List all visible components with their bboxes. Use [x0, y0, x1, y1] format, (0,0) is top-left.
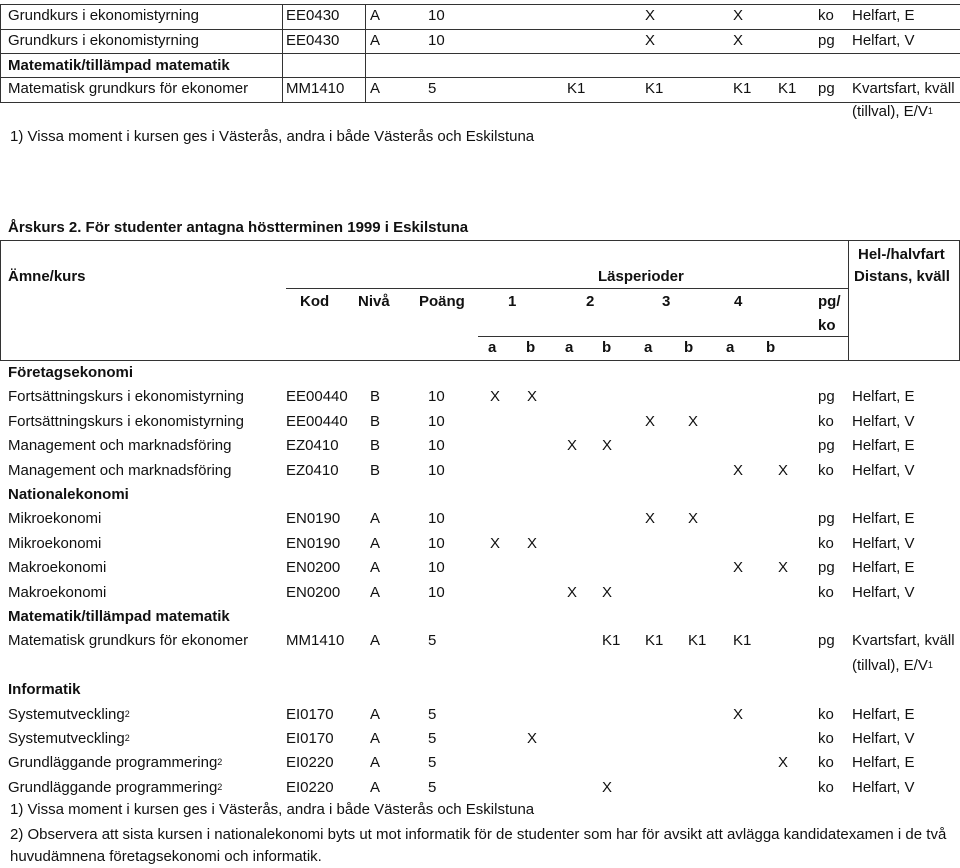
course-points: 10 [428, 559, 445, 577]
footnote: 2) Observera att sista kursen i nationalekonomi byts ut mot informatik för de studenter som har för avsikt att avlägga kandidatexamen i de två [10, 826, 947, 843]
course-code: EZ0410 [286, 461, 339, 479]
course-points: 5 [428, 778, 437, 796]
course-pgko: ko [818, 461, 834, 479]
period-mark: X [778, 559, 789, 577]
course-level: A [370, 778, 381, 796]
course-name-text: Grundläggande programmering [8, 754, 218, 772]
course-name-text: Grundkurs i ekonomistyrning [8, 7, 199, 24]
period-mark: X [733, 7, 744, 24]
course-name-text: Mikroekonomi [8, 534, 102, 552]
course-name-text: Matematisk grundkurs för ekonomer [8, 632, 249, 650]
course-points: 10 [428, 412, 445, 430]
period-mark: X [490, 534, 501, 552]
period-mark: X [733, 32, 744, 49]
course-pgko: pg [818, 559, 835, 577]
table-divider [0, 4, 1, 102]
header-helfart: Hel-/halvfart [858, 246, 945, 263]
course-pgko: ko [818, 412, 834, 430]
footnote-marker: 2 [124, 708, 130, 719]
course-form-cont-text: (tillval), E/V [852, 656, 928, 674]
course-name [8, 413, 244, 431]
period-mark: X [645, 32, 656, 49]
course-form: Kvartsfart, kväll [852, 632, 955, 650]
table-rule [0, 4, 960, 5]
period-mark: X [645, 510, 656, 528]
course-pgko: pg [818, 80, 835, 97]
table-rule [0, 77, 960, 78]
table-rule [0, 29, 960, 30]
course-name-text: Fortsättningskurs i ekonomistyrning [8, 412, 244, 430]
course-pgko: pg [818, 632, 835, 650]
period-mark: X [602, 778, 613, 796]
course-code: EN0200 [286, 583, 341, 601]
course-points: 5 [428, 705, 437, 723]
period-mark: K1 [778, 80, 797, 97]
header-pgko-2: ko [818, 317, 836, 334]
course-points: 10 [428, 32, 445, 49]
period-mark: K1 [733, 80, 752, 97]
course-name [8, 388, 244, 406]
header-period: 2 [586, 293, 595, 310]
course-level: A [370, 559, 381, 577]
course-name-text: Systemutveckling [8, 705, 125, 723]
course-name-text: Systemutveckling [8, 730, 125, 747]
course-level: A [370, 7, 381, 24]
course-code: EE0430 [286, 7, 340, 24]
course-code: EN0190 [286, 510, 341, 528]
course-name-text: Management och marknadsföring [8, 437, 232, 455]
header-subperiod: a [644, 339, 653, 356]
header-subperiod: b [766, 339, 776, 356]
course-form: Helfart, V [852, 412, 915, 430]
footnote-marker: 2 [217, 781, 223, 792]
course-form: Helfart, V [852, 778, 915, 796]
course-level: B [370, 412, 381, 430]
course-name [8, 7, 199, 25]
course-points: 10 [428, 388, 445, 406]
course-form-cont-text: (tillval), E/V [852, 103, 928, 120]
period-mark: X [527, 730, 538, 747]
course-code: EN0200 [286, 559, 341, 577]
period-mark: X [602, 583, 613, 601]
course-code: EN0190 [286, 534, 341, 552]
table-rule [286, 288, 848, 289]
footnote-marker: 1 [927, 106, 933, 116]
table-divider [0, 240, 1, 360]
course-pgko: pg [818, 437, 835, 455]
period-mark: X [567, 583, 578, 601]
course-points: 5 [428, 754, 437, 772]
course-points: 5 [428, 80, 437, 97]
section-title: Matematik/tillämpad matematik [8, 608, 230, 625]
period-mark: X [688, 412, 699, 430]
course-name-text: Mikroekonomi [8, 510, 102, 528]
course-name [8, 80, 248, 98]
course-code: MM1410 [286, 80, 345, 97]
course-name-text: Fortsättningskurs i ekonomistyrning [8, 388, 244, 406]
footnote-marker: 2 [124, 733, 130, 743]
course-pgko: ko [818, 730, 834, 747]
course-name [8, 706, 130, 724]
header-niva: Nivå [358, 293, 390, 310]
period-mark: X [733, 705, 744, 723]
course-name [8, 730, 130, 748]
period-mark: K1 [567, 80, 586, 97]
course-pgko: ko [818, 705, 834, 723]
course-form-cont [852, 103, 933, 121]
period-mark: X [733, 559, 744, 577]
course-level: A [370, 32, 381, 49]
course-points: 10 [428, 461, 445, 479]
footnote: huvudämnena företagsekonomi och informatik. [10, 848, 322, 865]
course-name [8, 559, 106, 577]
course-form-cont [852, 657, 933, 675]
header-subperiod: b [602, 339, 612, 356]
course-name-text: Management och marknadsföring [8, 461, 232, 479]
period-mark: X [602, 437, 613, 455]
header-amne: Ämne/kurs [8, 268, 86, 285]
course-level: A [370, 583, 381, 601]
course-name [8, 779, 222, 797]
course-name [8, 510, 101, 528]
course-form: Helfart, E [852, 388, 915, 406]
course-form: Helfart, V [852, 730, 915, 747]
course-name [8, 754, 222, 772]
course-form: Helfart, E [852, 754, 915, 772]
section-title: Matematik/tillämpad matematik [8, 57, 230, 74]
period-mark: K1 [645, 80, 664, 97]
period-mark: K1 [733, 632, 752, 650]
period-mark: K1 [602, 632, 621, 650]
course-pgko: pg [818, 32, 835, 49]
course-form: Helfart, E [852, 437, 915, 455]
header-kod: Kod [300, 293, 330, 310]
course-name-text: Matematisk grundkurs för ekonomer [8, 80, 249, 97]
year-heading: Årskurs 2. För studenter antagna höstterminen 1999 i Eskilstuna [8, 219, 469, 236]
course-code: EI0220 [286, 778, 334, 796]
table-divider [282, 4, 283, 102]
course-code: EI0170 [286, 705, 334, 723]
course-level: A [370, 730, 381, 747]
course-points: 10 [428, 583, 445, 601]
course-level: B [370, 388, 381, 406]
period-mark: X [490, 388, 501, 406]
header-subperiod: a [726, 339, 735, 356]
course-name-text: Grundkurs i ekonomistyrning [8, 32, 199, 49]
course-code: EE00440 [286, 388, 348, 406]
course-form: Helfart, V [852, 583, 915, 601]
header-subperiod: b [526, 339, 536, 356]
course-name-text: Grundläggande programmering [8, 778, 218, 796]
footnote: 1) Vissa moment i kursen ges i Västerås, andra i både Västerås och Eskilstuna [10, 801, 535, 818]
section-title: Företagsekonomi [8, 364, 134, 381]
period-mark: X [527, 388, 538, 406]
header-period: 1 [508, 293, 517, 310]
table-rule [0, 102, 960, 103]
period-mark: K1 [688, 632, 707, 650]
course-pgko: ko [818, 778, 834, 796]
course-name [8, 632, 248, 650]
period-mark: X [567, 437, 578, 455]
course-level: A [370, 510, 381, 528]
course-name-text: Makroekonomi [8, 583, 107, 601]
footnote: 1) Vissa moment i kursen ges i Västerås, andra i både Västerås och Eskilstuna [10, 128, 535, 145]
course-code: EE0430 [286, 32, 340, 49]
course-form: Helfart, E [852, 510, 915, 528]
course-points: 5 [428, 730, 437, 747]
course-code: MM1410 [286, 632, 345, 650]
course-pgko: ko [818, 7, 834, 24]
course-points: 10 [428, 437, 445, 455]
period-mark: X [733, 461, 744, 479]
period-mark: X [778, 461, 789, 479]
course-pgko: pg [818, 510, 835, 528]
course-code: EI0170 [286, 730, 334, 747]
table-rule [0, 240, 960, 241]
section-title: Nationalekonomi [8, 486, 129, 503]
period-mark: X [645, 7, 656, 24]
course-level: B [370, 461, 381, 479]
header-subperiod: a [565, 339, 574, 356]
course-pgko: pg [818, 388, 835, 406]
course-level: A [370, 754, 381, 772]
course-code: EZ0410 [286, 437, 339, 455]
table-rule [478, 336, 848, 337]
header-pgko: pg/ [818, 293, 841, 310]
course-points: 5 [428, 632, 437, 650]
table-rule [0, 53, 960, 54]
course-code: EE00440 [286, 412, 348, 430]
course-level: B [370, 437, 381, 455]
course-level: A [370, 80, 381, 97]
course-points: 10 [428, 534, 445, 552]
course-name [8, 535, 101, 553]
course-code: EI0220 [286, 754, 334, 772]
header-period: 4 [734, 293, 743, 310]
course-level: A [370, 705, 381, 723]
footnote-marker: 2 [217, 757, 223, 768]
course-name-text: Makroekonomi [8, 559, 107, 577]
course-level: A [370, 632, 381, 650]
course-name [8, 32, 199, 50]
course-pgko: ko [818, 534, 834, 552]
section-title: Informatik [8, 681, 81, 699]
header-subperiod: a [488, 339, 497, 356]
course-form: Helfart, V [852, 32, 915, 49]
course-name [8, 462, 231, 480]
period-mark: X [778, 754, 789, 772]
header-poang: Poäng [419, 293, 465, 310]
footnote-marker: 1 [927, 659, 933, 670]
course-form: Helfart, E [852, 7, 915, 24]
course-pgko: ko [818, 583, 834, 601]
period-mark: K1 [645, 632, 664, 650]
course-form: Helfart, V [852, 461, 915, 479]
header-lasperioder: Läsperioder [598, 268, 684, 285]
period-mark: X [645, 412, 656, 430]
table-rule [0, 360, 960, 361]
course-level: A [370, 534, 381, 552]
course-form: Helfart, E [852, 705, 915, 723]
course-form: Helfart, V [852, 534, 915, 552]
header-subperiod: b [684, 339, 694, 356]
course-pgko: ko [818, 754, 834, 772]
period-mark: X [527, 534, 538, 552]
course-name [8, 584, 106, 602]
course-form: Helfart, E [852, 559, 915, 577]
table-divider [365, 4, 366, 102]
header-distans: Distans, kväll [854, 268, 950, 285]
course-form: Kvartsfart, kväll [852, 80, 955, 97]
header-period: 3 [662, 293, 671, 310]
period-mark: X [688, 510, 699, 528]
course-name [8, 437, 231, 455]
course-points: 10 [428, 510, 445, 528]
course-points: 10 [428, 7, 445, 24]
table-divider [848, 240, 849, 360]
